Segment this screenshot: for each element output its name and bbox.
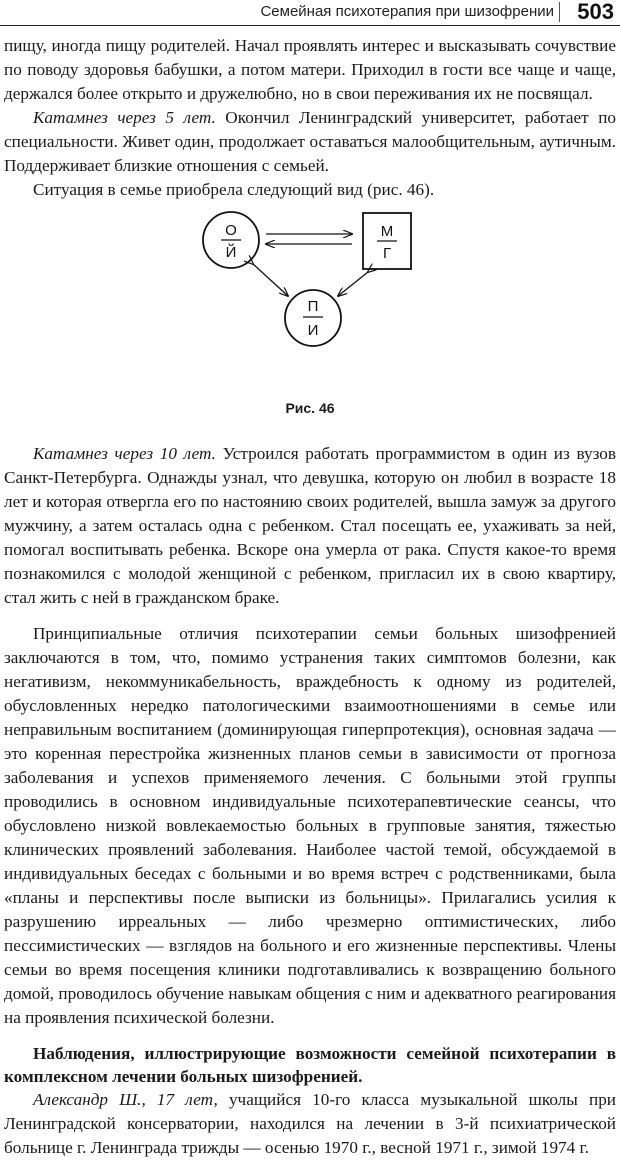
running-header <box>0 0 620 28</box>
node-bottom <box>285 290 341 346</box>
paragraph-continuation: пищу, иногда пищу родителей. Начал проявлять интерес и высказывать сочувствие по поводу здоровья бабушки, а потом матери. Приходил в гости все чаще и чаще, держался более открыто и дружелюбно, но в свои переживания их не посвящал. <box>4 36 616 103</box>
paragraph-principles: Принципиальные отличия психотерапии семьи больных шизофренией заключаются в том, что, помимо устранения таких симптомов болезни, как негативизм, некоммуникабельность, враждебность к одному из родителей, обусловленных нередко патологическими взаимоотношениями в семье или неправильным воспитанием (доминирующая гиперпротекция), основная задача — это коренная перестройка жизненных планов семьи в зависимости от прогноза заболевания и успехов применяемого лечения. С больными этой группы проводились в основном индивидуальные психотерапевтические сеансы, что обусловлено низкой вовлекаемостью больных в групповые занятия, тяжестью клинических проявлений заболевания. Наиболее частой темой, обсуждаемой в индивидуальных беседах с больными и во время встреч с родственниками, была «планы и перспективы после выписки из больницы». Прилагались усилия к разрушению ирреальных — либо чрезмерно оптимистических, либо пессимистических — взглядов на больного и его жизненные перспективы. Члены семьи во время посещения клиники подготавливались к возвращению больного домой, проводилось обучение навыкам общения с ним и адекватного реагирования на проявления психической болезни. <box>4 624 616 1027</box>
header-divider <box>559 2 560 22</box>
running-header-title: Семейная психотерапия при шизофрении <box>260 3 554 20</box>
family-diagram-svg <box>4 208 616 392</box>
node-left-top-label: О <box>225 222 237 239</box>
node-left-bottom-label: Й <box>225 244 237 261</box>
paragraph-case-alexander <box>4 1088 616 1160</box>
paragraph-followup-10-years <box>4 442 616 610</box>
followup-5-years-label: Катамнез через 5 лет. <box>33 108 216 127</box>
section-heading: Наблюдения, иллюстрирующие возможности семейной психотерапии в комплексном лечении больных шизофренией. <box>4 1044 616 1086</box>
node-right-bottom-label: Г <box>382 245 392 262</box>
followup-10-years-label: Катамнез через 10 лет. <box>33 444 216 463</box>
arrow-right-bottom <box>338 272 368 296</box>
family-diagram <box>4 208 616 392</box>
node-bottom-bottom-label: И <box>307 322 319 339</box>
arrow-left-bottom <box>253 264 288 296</box>
page-body <box>4 34 616 1160</box>
node-right <box>363 213 411 269</box>
header-rule <box>0 25 620 26</box>
paragraph-followup-5-years <box>4 106 616 178</box>
followup-10-years-text: Устроился работать программистом в один из вузов Санкт-Петербурга. Однажды узнал, что девушка, которую он любил в возрасте 18 лет и которая отвергла его по настоянию своих родителей, вышла замуж за другого мужчину, а затем осталась одна с ребенком. Стал посещать ее, ухаживать за ней, помогал воспитывать ребенка. Вскоре она умерла от рака. Спустя какое-то время познакомился с молодой женщиной с ребенком, пригласил их в свою квартиру, стал жить с ней в гражданском браке. <box>4 444 616 607</box>
paragraph-gap <box>4 610 616 622</box>
paragraph-figure-intro: Ситуация в семье приобрела следующий вид (рис. 46). <box>33 180 435 199</box>
followup-5-years-text: Окончил Ленинградский университет, работает по специальности. Живет один, продолжает оставаться малообщительным, аутичным. Поддерживает близкие отношения с семьей. <box>4 108 616 175</box>
figure-caption: Рис. 46 <box>285 400 335 416</box>
case-alexander-text: учащийся 10-го класса музыкальной школы при Ленинградской консерватории, находился на лечении в 3-й психиатрической больнице г. Ленинграда трижды — осенью 1970 г., весной 1971 г., зимой 1974 г. <box>4 1090 616 1157</box>
node-bottom-top-label: П <box>307 298 319 315</box>
page-number: 503 <box>577 0 614 24</box>
node-right-top-label: М <box>380 223 394 240</box>
case-alexander-label: Александр Ш., 17 лет, <box>33 1090 218 1109</box>
node-left <box>203 212 259 268</box>
